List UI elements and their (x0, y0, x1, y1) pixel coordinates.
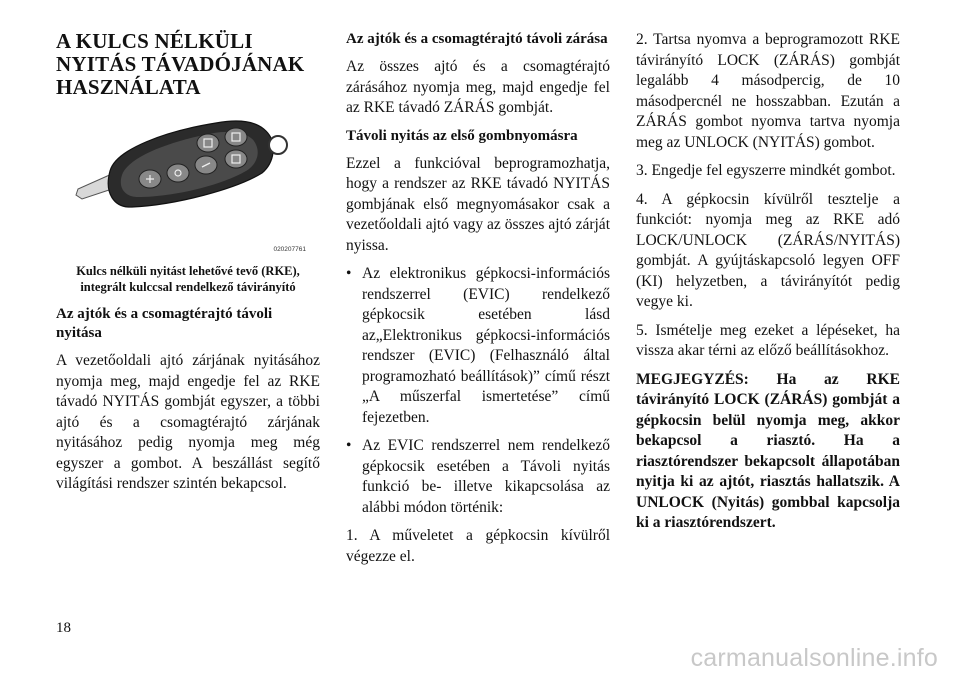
bullet-text-no-evic: Az EVIC rendszerrel nem rendelkező gépkocsik esetében a Távoli nyitás funkció be- illetve kikapcsolása az alábbi módon történik: (362, 437, 610, 516)
key-fob-figure (56, 109, 320, 255)
section-heading-first-press: Távoli nyitás az első gombnyomásra (346, 127, 578, 144)
step-2: 2. Tartsa nyomva a beprogramozott RKE távirányító LOCK (ZÁRÁS) gombját legalább 4 másodpercig, de 10 másodpercnél ne hosszabban. Ezután a ZÁRÁS gombot nyomva tartva nyomja meg az UNLOCK (NYITÁS) gombot. (636, 31, 900, 151)
note-paragraph: MEGJEGYZÉS: Ha az RKE távirányító LOCK (ZÁRÁS) gombját a gépkocsin belül nyomja meg, akkor bekapcsol a riasztó. Ha a riasztórendszer bekapcsolt állapotában nyitja ki az ajtót, riasztás hallatszik. A UNLOCK (Nyitás) gombbal kapcsolja ki a riasztórendszert. (636, 370, 900, 531)
section-heading-remote-lock: Az ajtók és a csomagtérajtó távoli zárása (346, 31, 608, 47)
step-3: 3. Engedje fel egyszerre mindkét gombot. (636, 162, 896, 179)
bullet-marker: • (346, 437, 352, 454)
list-item (346, 264, 610, 428)
watermark: carmanualsonline.info (690, 644, 938, 672)
step-5: 5. Ismételje meg ezeket a lépéseket, ha vissza akar térni az előző beállításokhoz. (636, 321, 900, 359)
step-4: 4. A gépkocsin kívülről tesztelje a funkciót: nyomja meg az RKE adó LOCK/UNLOCK (ZÁRÁS/NYITÁS) gombját. A gyújtáskapcsoló legyen OFF (KI) helyzetben, a távirányítót pedig vegye ki. (636, 190, 900, 310)
bullet-marker: • (346, 265, 352, 282)
figure-code: 020207761 (273, 246, 306, 253)
list-item (346, 436, 610, 518)
middle-column (346, 30, 610, 575)
page-number: 18 (56, 620, 71, 636)
step-1: 1. A műveletet a gépkocsin kívülről végezze el. (346, 527, 610, 565)
key-fob-illustration (56, 109, 320, 255)
section-body-remote-unlock: A vezetőoldali ajtó zárjának nyitásához nyomja meg, majd engedje fel az RKE távadó NYITÁS gombját egyszer, a többi ajtó és a csomagtérajtó zárjának nyitásához pedig nyomja meg még egyszer a gombot. A beszállást segítő világítási rendszer szintén bekapcsol. (56, 352, 320, 492)
figure-caption: Kulcs nélküli nyitást lehetővé tevő (RKE), integrált kulccsal rendelkező távirányító (76, 264, 300, 294)
section-body-remote-lock: Az összes ajtó és a csomagtérajtó zárásához nyomja meg, majd engedje fel az RKE távadó ZÁRÁS gombját. (346, 58, 610, 116)
bullet-text-evic: Az elektronikus gépkocsi-információs rendszerrel (EVIC) rendelkező gépkocsik esetében lásd az„Elektronikus gépkocsi-információs rendszer (EVIC) (Felhasználó által programozható beállítások)” című részt „A műszerfal ismertetése” című fejezetben. (362, 265, 610, 426)
right-column (636, 30, 900, 534)
page-title: A KULCS NÉLKÜLI NYITÁS TÁVADÓJÁNAK HASZNÁLATA (56, 29, 305, 99)
left-column (56, 30, 320, 503)
section-body-first-press: Ezzel a funkcióval beprogramozhatja, hogy a rendszer az RKE távadó NYITÁS gombjának első megnyomásakor csak a vezetőoldali ajtó vagy az összes ajtó zárját nyissa. (346, 154, 610, 254)
section-heading-remote-unlock: Az ajtók és a csomagtérajtó távoli nyitása (56, 306, 273, 341)
